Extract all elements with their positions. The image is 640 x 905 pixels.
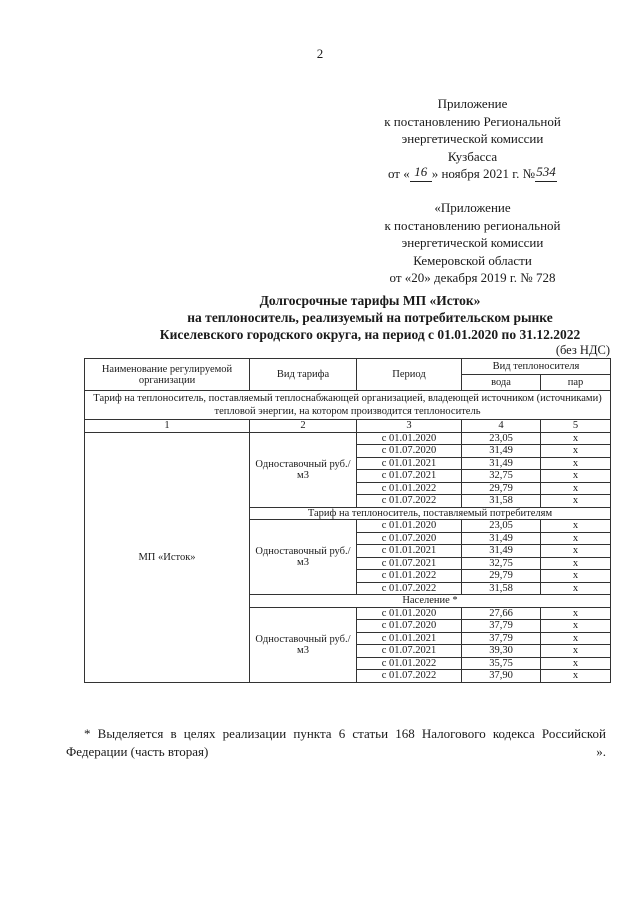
water-cell: 32,75	[462, 557, 541, 570]
section1: Тариф на теплоноситель, поставляемый теплоснабжающей организацией, владеющей источником (источниками) тепловой энергии, на котором производится теплоноситель	[85, 391, 611, 420]
steam-cell: х	[541, 532, 611, 545]
tariff-table	[84, 358, 611, 683]
period-cell: с 01.01.2021	[357, 457, 462, 470]
water-cell: 31,49	[462, 445, 541, 458]
steam-cell: х	[541, 445, 611, 458]
vat-note: (без НДС)	[555, 343, 610, 357]
steam-cell: х	[541, 582, 611, 595]
water-cell: 31,49	[462, 457, 541, 470]
water-cell: 32,75	[462, 470, 541, 483]
steam-cell: х	[541, 432, 611, 445]
handwritten-number: 534	[535, 163, 557, 182]
period-cell: с 01.07.2020	[357, 532, 462, 545]
water-cell: 31,58	[462, 495, 541, 508]
water-cell: 29,79	[462, 482, 541, 495]
steam-cell: х	[541, 482, 611, 495]
water-cell: 31,49	[462, 532, 541, 545]
steam-cell: х	[541, 557, 611, 570]
period-cell: с 01.01.2022	[357, 482, 462, 495]
section3: Население *	[250, 595, 611, 608]
appendix-line2: к постановлению Региональной	[384, 113, 561, 129]
water-cell: 29,79	[462, 570, 541, 583]
steam-cell: х	[541, 520, 611, 533]
period-cell: с 01.01.2022	[357, 657, 462, 670]
header-carrier: Вид теплоносителя	[462, 359, 611, 375]
header-row	[85, 359, 611, 375]
col-number: 3	[357, 420, 462, 433]
period-cell: с 01.01.2021	[357, 545, 462, 558]
steam-cell: х	[541, 657, 611, 670]
period-cell: с 01.01.2020	[357, 607, 462, 620]
steam-cell: х	[541, 645, 611, 658]
table-row	[85, 432, 611, 445]
page-number: 2	[316, 46, 324, 61]
period-cell: с 01.07.2022	[357, 582, 462, 595]
section-row	[85, 391, 611, 420]
appendix-line4: Кузбасса	[447, 148, 498, 164]
water-cell: 37,79	[462, 620, 541, 633]
col-number: 2	[250, 420, 357, 433]
steam-cell: х	[541, 570, 611, 583]
steam-cell: х	[541, 632, 611, 645]
header-tariff-type: Вид тарифа	[250, 359, 357, 391]
period-cell: с 01.01.2020	[357, 520, 462, 533]
orig-line4: Кемеровской области	[413, 252, 532, 268]
period-cell: с 01.07.2021	[357, 470, 462, 483]
water-cell: 39,30	[462, 645, 541, 658]
col-number: 1	[85, 420, 250, 433]
section2: Тариф на теплоноситель, поставляемый потребителям	[250, 507, 611, 520]
appendix-original	[370, 199, 575, 287]
tariff-label: Одноставочный руб./м3	[250, 432, 357, 507]
water-cell: 27,66	[462, 607, 541, 620]
period-cell: с 01.01.2021	[357, 632, 462, 645]
header-org: Наименование регулируемой организации	[85, 359, 250, 391]
steam-cell: х	[541, 670, 611, 683]
steam-cell: х	[541, 495, 611, 508]
footnote: * Выделяется в целях реализации пункта 6 статьи 168 Налогового кодекса Российской Федерации (часть вторая) ».	[66, 726, 606, 759]
orig-line3: энергетической комиссии	[401, 235, 544, 250]
water-cell: 23,05	[462, 432, 541, 445]
water-cell: 23,05	[462, 520, 541, 533]
water-cell: 35,75	[462, 657, 541, 670]
appendix-current	[370, 95, 575, 184]
orig-line1: «Приложение	[434, 200, 511, 215]
appendix-line1: Приложение	[437, 96, 508, 111]
appendix-date: от « 16 » ноября 2021 г. №534	[387, 164, 556, 181]
appendix-line3: энергетической комиссии	[401, 131, 544, 146]
col-number: 5	[541, 420, 611, 433]
header-steam: пар	[541, 375, 611, 391]
column-numbers-row	[85, 420, 611, 433]
period-cell: с 01.01.2020	[357, 432, 462, 445]
steam-cell: х	[541, 457, 611, 470]
water-cell: 37,79	[462, 632, 541, 645]
period-cell: с 01.07.2021	[357, 645, 462, 658]
tariff-label: Одноставочный руб./м3	[250, 520, 357, 595]
header-period: Период	[357, 359, 462, 391]
water-cell: 31,58	[462, 582, 541, 595]
header-water: вода	[462, 375, 541, 391]
document-title: Долгосрочные тарифы МП «Исток» на теплоноситель, реализуемый на потребительском рынке Киселевского городского округа, на период с 01.01.2020 по 31.12.2022	[159, 293, 581, 342]
org-name: МП «Исток»	[85, 432, 250, 682]
period-cell: с 01.07.2020	[357, 445, 462, 458]
period-cell: с 01.01.2022	[357, 570, 462, 583]
water-cell: 31,49	[462, 545, 541, 558]
steam-cell: х	[541, 607, 611, 620]
orig-line5: от «20» декабря 2019 г. № 728	[389, 270, 556, 285]
orig-line2: к постановлению региональной	[384, 217, 561, 233]
period-cell: с 01.07.2021	[357, 557, 462, 570]
handwritten-day: 16	[410, 163, 432, 182]
water-cell: 37,90	[462, 670, 541, 683]
period-cell: с 01.07.2020	[357, 620, 462, 633]
period-cell: с 01.07.2022	[357, 495, 462, 508]
steam-cell: х	[541, 545, 611, 558]
col-number: 4	[462, 420, 541, 433]
steam-cell: х	[541, 620, 611, 633]
steam-cell: х	[541, 470, 611, 483]
tariff-label: Одноставочный руб./м3	[250, 607, 357, 682]
footnote-end: ».	[596, 744, 606, 759]
period-cell: с 01.07.2022	[357, 670, 462, 683]
